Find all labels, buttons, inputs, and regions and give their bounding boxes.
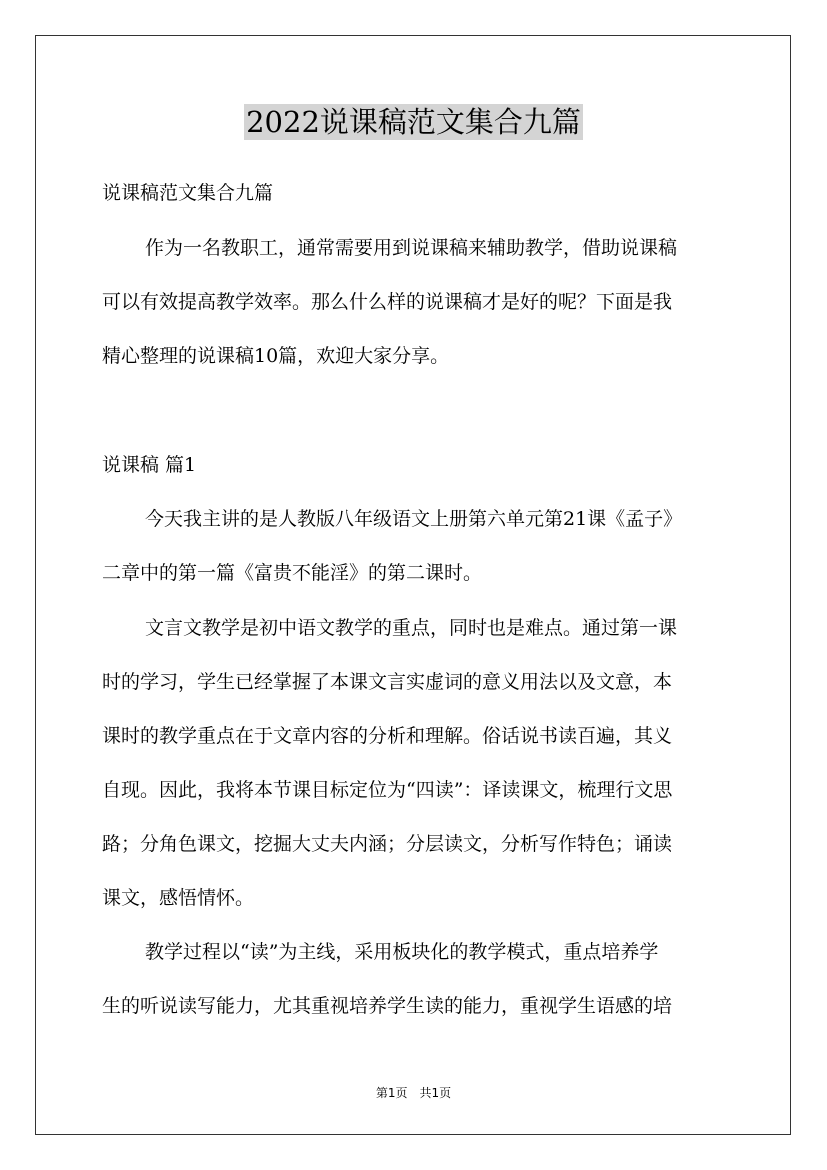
paragraph-line: 路；分角色课文，挖掘大丈夫内涵；分层读文，分析写作特色；诵读 [102,833,673,855]
paragraph-line: 文言文教学是初中语文教学的重点，同时也是难点。通过第一课 [145,617,678,639]
paragraph-line: 生的听说读写能力，尤其重视培养学生读的能力，重视学生语感的培 [102,995,673,1017]
document-subtitle: 说课稿范文集合九篇 [102,182,274,204]
paragraph-line: 时的学习，学生已经掌握了本课文言实虚词的意义用法以及文意，本 [102,671,673,693]
paragraph-line: 今天我主讲的是人教版八年级语文上册第六单元第21课《孟子》 [145,508,683,530]
document-title: 2022说课稿范文集合九篇 [246,105,581,139]
intro-line: 可以有效提高教学效率。那么什么样的说课稿才是好的呢？下面是我 [102,291,673,313]
intro-line: 作为一名教职工，通常需要用到说课稿来辅助教学，借助说课稿 [145,237,678,259]
document-title-block [0,102,827,142]
paragraph-line: 教学过程以“读”为主线，采用板块化的教学模式，重点培养学 [145,941,659,963]
section-heading: 说课稿 篇1 [102,454,197,476]
paragraph-line: 二章中的第一篇《富贵不能淫》的第二课时。 [102,562,483,584]
paragraph-line: 课时的教学重点在于文章内容的分析和理解。俗话说书读百遍，其义 [102,725,673,747]
intro-line: 精心整理的说课稿10篇，欢迎大家分享。 [102,345,450,367]
page-footer: 第1页 共1页 [375,1086,452,1100]
paragraph-line: 自现。因此，我将本节课目标定位为“四读”：译读课文，梳理行文思 [102,779,673,801]
paragraph-line: 课文，感悟情怀。 [102,887,255,909]
